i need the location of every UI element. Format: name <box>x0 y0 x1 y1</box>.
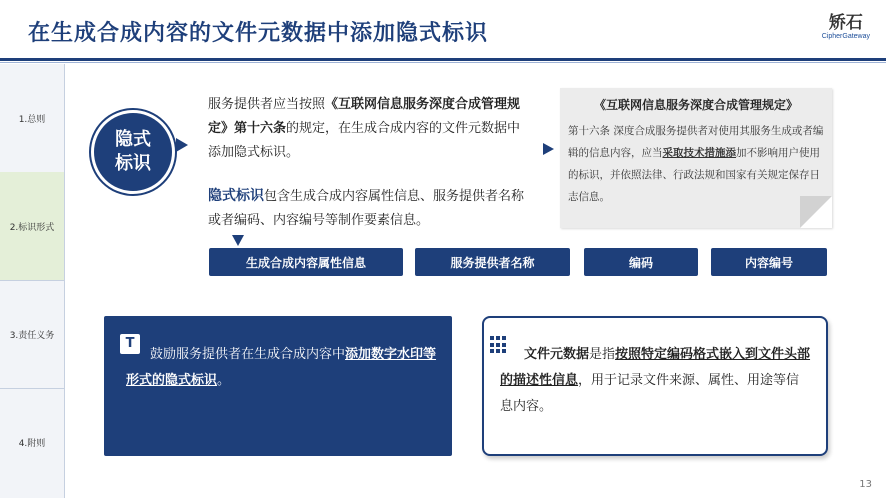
tag-code: 编码 <box>584 248 698 276</box>
sidebar-item-label: 2.标识形式 <box>9 222 55 233</box>
law-text-before: 第十六条 深度合成服务提供者对使用其服务生成或者编辑的信息内容，应当 <box>568 125 824 159</box>
metadata-underline: 按照特定编码格式嵌入到文件头部的描述性信息 <box>500 347 811 388</box>
encourage-text-main: 鼓励服务提供者在生成合成内容中 <box>150 347 346 362</box>
logo-sub-text: CipherGateway <box>821 33 870 40</box>
sidebar-item-label: 3.责任义务 <box>9 330 55 341</box>
badge-line2: 标识 <box>115 153 151 174</box>
law-title: 《互联网信息服务深度合成管理规定》 <box>593 98 798 112</box>
tag-provider-name: 服务提供者名称 <box>415 248 570 276</box>
encourage-text <box>126 342 444 394</box>
law-text-underline: 采取技术措施添 <box>662 147 736 159</box>
page-title: 在生成合成内容的文件元数据中添加隐式标识 <box>28 21 489 46</box>
page-number: 13 <box>859 479 872 490</box>
text-icon: T <box>120 334 140 354</box>
sidebar-item-forms[interactable] <box>0 172 64 281</box>
down-arrow-icon <box>232 235 244 246</box>
definition-term: 隐式标识 <box>208 188 264 204</box>
badge-arrow-icon <box>176 138 188 152</box>
law-body <box>568 120 824 208</box>
metadata-definition-box <box>482 316 828 456</box>
sidebar-item-label: 1.总则 <box>18 114 46 125</box>
logo-main-text: 矫石 <box>828 13 863 33</box>
intro-part2: 的规定，在生成合成内容的文件元数据中添加隐式标识。 <box>208 121 521 160</box>
badge-line1: 隐式 <box>115 129 151 150</box>
encourage-box <box>104 316 452 456</box>
sidebar-item-general[interactable] <box>0 64 64 173</box>
right-arrow-icon <box>543 143 554 155</box>
tag-content-number: 内容编号 <box>711 248 827 276</box>
metadata-mid: 是指 <box>589 347 616 362</box>
encourage-text-underline: 添加数字水印等形式的隐式标识 <box>126 347 437 388</box>
implicit-mark-badge <box>91 110 175 194</box>
metadata-term: 文件元数据 <box>524 347 590 362</box>
company-logo <box>822 8 870 40</box>
metadata-rest: ，用于记录文件来源、属性、用途等信息内容。 <box>500 373 800 414</box>
sidebar-item-duties[interactable] <box>0 280 64 389</box>
intro-part1: 服务提供者应当按照 <box>208 97 326 112</box>
sidebar-item-label: 4.附则 <box>18 438 46 449</box>
intro-paragraph <box>208 93 530 165</box>
header-divider-thin <box>0 62 886 63</box>
intro-law-ref: 《互联网信息服务深度合成管理规定》第十六条 <box>208 97 521 136</box>
metadata-text <box>500 342 812 420</box>
sidebar-item-appendix[interactable] <box>0 388 64 496</box>
page-curl-icon <box>800 196 832 228</box>
sidebar <box>0 64 65 498</box>
law-text-after: 加不影响用户使用的标识，并依照法律、行政法规和国家有关规定保存日志信息。 <box>568 147 820 203</box>
tag-content-attribute: 生成合成内容属性信息 <box>209 248 403 276</box>
header-divider <box>0 58 886 61</box>
law-quote-box <box>560 88 832 228</box>
definition-paragraph <box>208 184 530 233</box>
definition-text: 包含生成合成内容属性信息、服务提供者名称或者编码、内容编号等制作要素信息。 <box>208 189 525 228</box>
encourage-text-end: 。 <box>217 373 231 388</box>
